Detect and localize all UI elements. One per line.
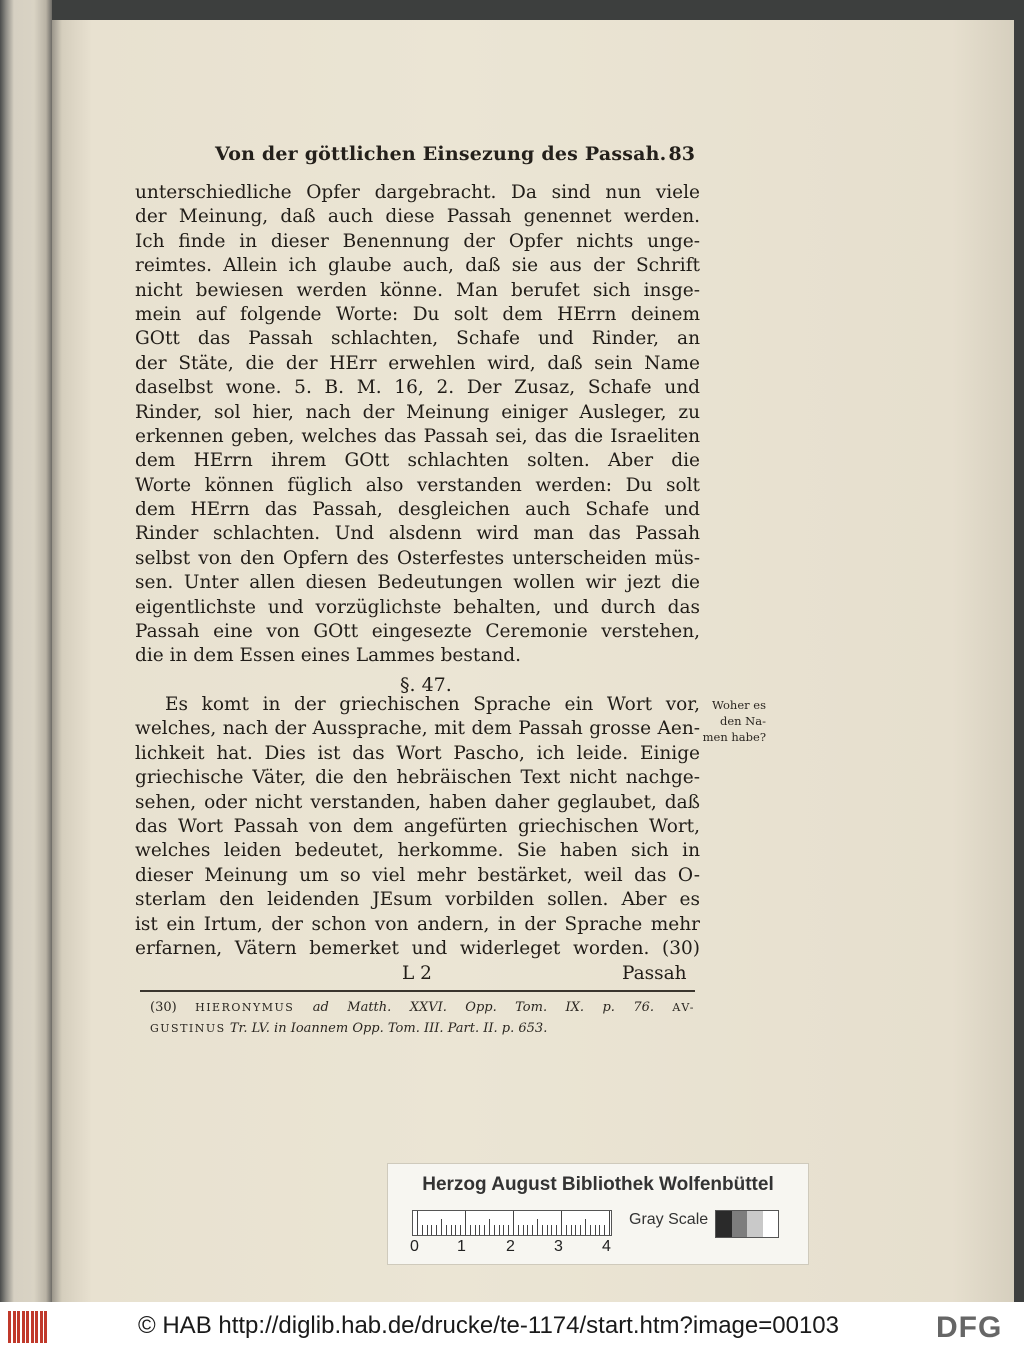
paragraph-1 (135, 181, 700, 669)
text-line: sen. Unter allen diesen Bedeutungen wollen wir jezt die (135, 572, 700, 594)
text-line: erfarnen, Vätern bemerket und widerleget worden. (30) (135, 937, 700, 959)
ruler-tick (431, 1225, 432, 1235)
footnote (150, 997, 695, 1039)
text-line: der Meinung, daß auch diese Passah genennet werden. (135, 206, 700, 228)
library-name: Herzog August Bibliothek Wolfenbüttel (422, 1174, 774, 1195)
ruler-tick (561, 1211, 562, 1235)
barcode-stripe (44, 1311, 47, 1343)
ruler-tick (518, 1225, 519, 1235)
library-scan-label (387, 1163, 809, 1265)
text-line: reimtes. Allein ich glaube auch, daß sie aus der Schrift (135, 255, 700, 277)
ruler-tick (580, 1225, 581, 1235)
ruler-number: 3 (554, 1238, 563, 1255)
ruler-tick (484, 1225, 485, 1235)
ruler-tick (599, 1225, 600, 1235)
ruler-tick (575, 1225, 576, 1235)
ruler-tick (604, 1225, 605, 1235)
ruler-tick (427, 1225, 428, 1235)
ruler-tick (551, 1225, 552, 1235)
text-line: welches, nach der Aussprache, mit dem Passah grosse Aen- (135, 718, 700, 740)
ruler-tick (417, 1211, 418, 1235)
text-line: sehen, oder nicht verstanden, haben daher geglaubet, daß (135, 791, 700, 813)
gray-swatch (747, 1211, 763, 1237)
text-line: Rinder schlachten. Und alsdenn wird man das Passah (135, 523, 700, 545)
text-line: Passah eine von GOtt eingesezte Ceremonie verstehen, (135, 621, 700, 643)
text-line: sterlam den leidenden JEsum vorbilden sollen. Aber es (135, 889, 700, 911)
barcode-stripe (35, 1311, 38, 1343)
barcode-stripe (26, 1311, 29, 1343)
author-name: HIERONYMUS (195, 1001, 295, 1014)
ruler-tick (571, 1225, 572, 1235)
ruler-tick (513, 1211, 514, 1235)
text-line: der Stäte, die der HErr erwehlen wird, daß sein Name (135, 352, 700, 374)
text-line: die in dem Essen eines Lammes bestand. (135, 645, 521, 667)
gray-swatch (763, 1211, 779, 1237)
citation: Tr. LV. in Ioannem Opp. Tom. III. Part. II. p. 653. (229, 1021, 548, 1036)
footnote-line-1 (150, 997, 695, 1018)
credit-link[interactable]: © HAB http://diglib.hab.de/drucke/te-1174/start.htm?image=00103 (138, 1312, 839, 1339)
barcode-stripe (13, 1311, 16, 1343)
ruler-tick (479, 1225, 480, 1235)
text-line: das Wort Passah von dem angefürten griechischen Wort, (135, 815, 700, 837)
text-line: Es komt in der griechischen Sprache ein Wort vor, (165, 694, 700, 715)
ruler-tick (436, 1225, 437, 1235)
ruler-tick (523, 1225, 524, 1235)
barcode-stripe (17, 1311, 20, 1343)
gray-scale-label: Gray Scale (629, 1211, 709, 1228)
viewer-footer (0, 1302, 1024, 1352)
ruler-tick (547, 1225, 548, 1235)
ruler-tick (465, 1211, 466, 1235)
text-line: griechische Väter, die den hebräischen Text nicht nachge- (135, 767, 700, 789)
footnote-line-2 (150, 1018, 695, 1039)
ruler-tick (556, 1225, 557, 1235)
ruler-number: 2 (506, 1238, 515, 1255)
ruler-tick (595, 1225, 596, 1235)
ruler-tick (494, 1225, 495, 1235)
margin-note-line: men habe? (702, 730, 766, 744)
catchword: Passah (622, 963, 687, 984)
footnote-rule (140, 990, 695, 992)
text-line: Rinder, sol hier, nach der Meinung einiger Ausleger, zu (135, 401, 700, 423)
paragraph-2 (135, 693, 700, 961)
ruler-tick (446, 1225, 447, 1235)
margin-note-line: Woher es (711, 698, 766, 712)
ruler-tick (527, 1225, 528, 1235)
text-line: Worte können füglich also verstanden werden: Du solt (135, 474, 700, 496)
ruler-number: 4 (602, 1238, 611, 1255)
text-line: Ich finde in dieser Benennung der Opfer nichts unge- (135, 230, 700, 252)
ruler-tick (460, 1225, 461, 1235)
barcode-stripe (8, 1311, 11, 1343)
ruler-tick (499, 1225, 500, 1235)
ruler-tick (585, 1219, 586, 1235)
barcode-stripe (22, 1311, 25, 1343)
margin-note-line: den Na- (719, 714, 766, 728)
citation: ad Matth. XXVI. Opp. Tom. IX. p. 76. (312, 1000, 654, 1015)
margin-note (696, 697, 766, 745)
text-line: daselbst wone. 5. B. M. 16, 2. Der Zusaz, Schafe und (135, 377, 700, 399)
author-name-end: GUSTINUS (150, 1022, 226, 1035)
ruler-tick (455, 1225, 456, 1235)
ruler-tick (609, 1211, 610, 1235)
scale-ruler (412, 1210, 612, 1236)
barcode-icon (8, 1311, 48, 1343)
ruler-tick (532, 1225, 533, 1235)
text-line: ist ein Irtum, der schon von andern, in der Sprache mehr (135, 913, 700, 935)
ruler-tick (503, 1225, 504, 1235)
running-title: Von der göttlichen Einsezung des Passah. (215, 143, 667, 165)
text-line: dem HErrn ihrem GOtt schlachten solten. Aber die (135, 450, 700, 472)
ruler-number: 1 (457, 1238, 466, 1255)
text-line: welches leiden bedeutet, herkomme. Sie haben sich in (135, 840, 700, 862)
page-header (215, 143, 695, 173)
text-line: lichkeit hat. Dies ist das Wort Pascho, ich leide. Einige (135, 742, 700, 764)
ruler-tick (475, 1225, 476, 1235)
ruler-numbers (410, 1238, 630, 1258)
signature-mark: L 2 (402, 963, 432, 984)
footnote-ref: (30) (150, 1000, 177, 1015)
barcode-stripe (40, 1311, 43, 1343)
ruler-tick (451, 1225, 452, 1235)
text-line: dem HErrn das Passah, desgleichen auch Schafe und (135, 499, 700, 521)
ruler-tick (542, 1225, 543, 1235)
text-line: selbst von den Opfern des Osterfestes unterscheiden müs- (135, 547, 700, 569)
barcode-stripe (31, 1311, 34, 1343)
author-name-start: AV- (672, 1001, 695, 1014)
text-line: erkennen geben, welches das Passah sei, das die Israeliten (135, 425, 700, 447)
ruler-tick (590, 1225, 591, 1235)
text-line: dieser Meinung um so viel mehr bestärket, weil das O- (135, 864, 700, 886)
text-line: nicht bewiesen werden könne. Man berufet sich insge- (135, 279, 700, 301)
section-heading: §. 47. (400, 674, 452, 696)
ruler-tick (489, 1219, 490, 1235)
ruler-tick (566, 1225, 567, 1235)
ruler-tick (422, 1225, 423, 1235)
text-line: GOtt das Passah schlachten, Schafe und Rinder, an (135, 328, 700, 350)
ruler-tick (441, 1219, 442, 1235)
gray-scale-swatches (715, 1210, 779, 1238)
text-line: eigentlichste und vorzüglichste behalten, und durch das (135, 596, 700, 618)
ruler-tick (470, 1225, 471, 1235)
dfg-logo: DFG (936, 1311, 1003, 1344)
page-number: 83 (668, 143, 695, 165)
facing-page-edge (0, 0, 52, 1302)
ruler-tick (508, 1225, 509, 1235)
ruler-number: 0 (410, 1238, 419, 1255)
text-line: mein auf folgende Worte: Du solt dem HErrn deinem (135, 303, 700, 325)
gray-swatch (716, 1211, 732, 1237)
ruler-tick (537, 1219, 538, 1235)
gray-swatch (732, 1211, 748, 1237)
text-line: unterschiedliche Opfer dargebracht. Da sind nun viele (135, 182, 700, 203)
